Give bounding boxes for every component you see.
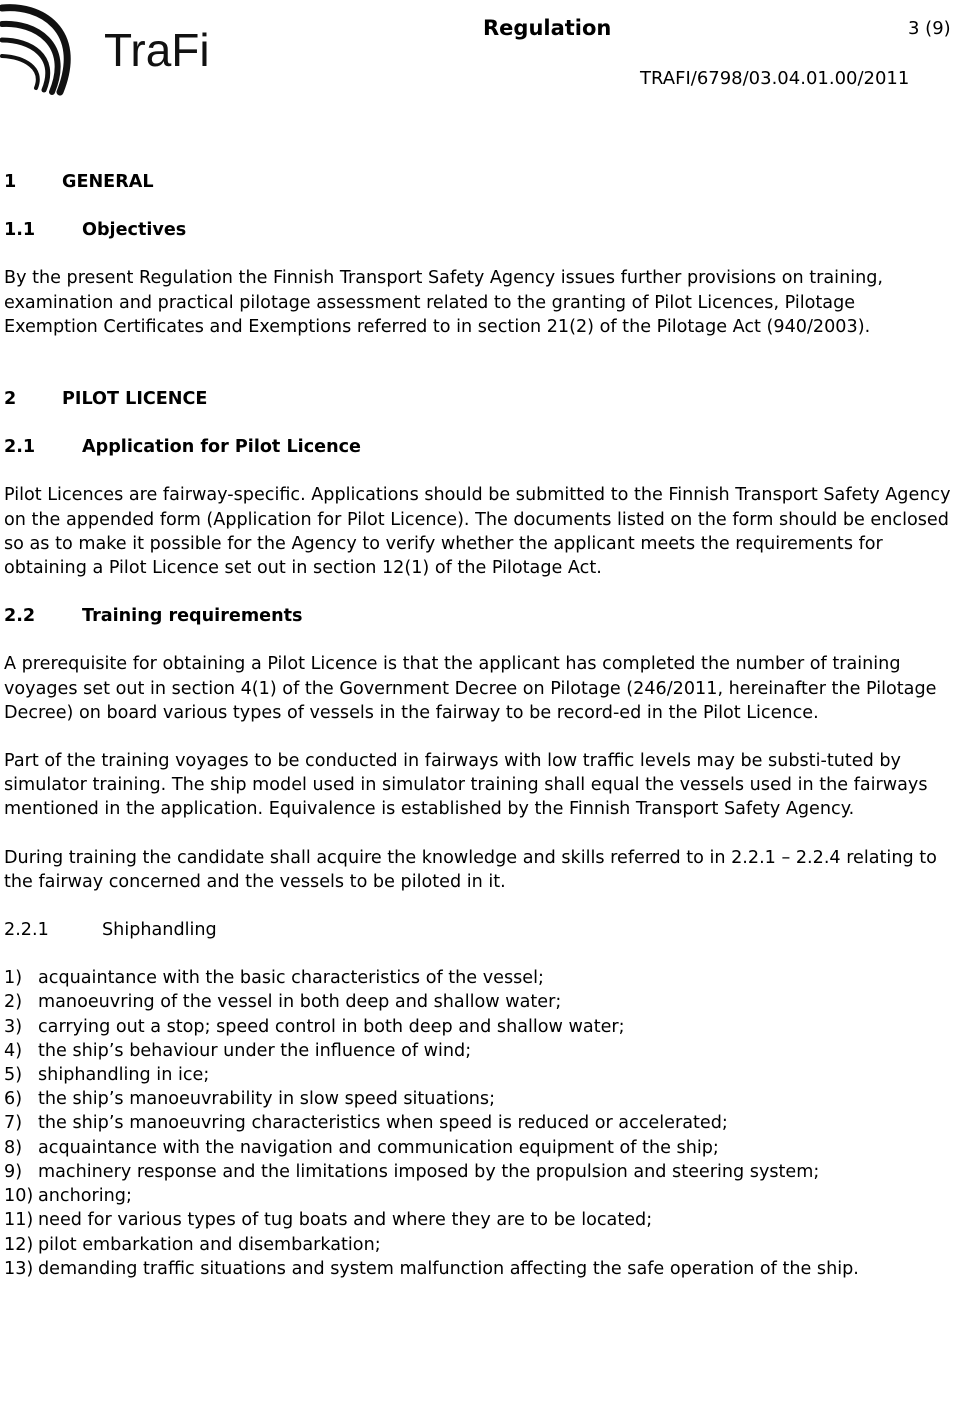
- section-2-2-1-heading: 2.2.1 Shiphandling: [4, 920, 217, 941]
- section-1-heading: 1 GENERAL: [4, 172, 154, 192]
- section-2-1-heading: 2.1 Application for Pilot Licence: [4, 437, 361, 458]
- section-2-heading: 2 PILOT LICENCE: [4, 389, 208, 410]
- list-item: 9) machinery response and the limitations imposed by the propulsion and steering system;: [4, 1161, 820, 1182]
- section-2-2-heading: 2.2 Training requirements: [4, 606, 303, 627]
- training-paragraph-1: A prerequisite for obtaining a Pilot Licence is that the applicant has completed the number of training voyages set out in section 4(1) of the Government Decree on Pilotage (246/2011, hereinafter the Pilotage Decree) on board various types of vessels in the fairway to be record-ed in the Pilot Licence.: [4, 654, 937, 723]
- list-item: 12) pilot embarkation and disembarkation;: [4, 1234, 381, 1255]
- document-body: [4, 170, 952, 1281]
- list-item: 7) the ship’s manoeuvring characteristics when speed is reduced or accelerated;: [4, 1113, 728, 1134]
- document-reference: TRAFI/6798/03.04.01.00/2011: [640, 68, 910, 89]
- list-item: 1) acquaintance with the basic characteristics of the vessel;: [4, 968, 544, 989]
- logo-wordmark: TraFi: [104, 24, 210, 76]
- training-paragraph-2: Part of the training voyages to be conducted in fairways with low traffic levels may be substi-tuted by simulator training. The ship model used in simulator training shall equal the vessels used in the fairways mentioned in the application. Equivalence is established by the Finnish Transport Safety Agency.: [4, 751, 928, 820]
- trafi-logo: [0, 0, 230, 100]
- document-type: Regulation: [483, 16, 612, 40]
- shiphandling-list: [4, 966, 952, 1281]
- objectives-paragraph: By the present Regulation the Finnish Transport Safety Agency issues further provisions on training, examination and practical pilotage assessment related to the granting of Pilot Licences, Pilotage Exemption Certificates and Exemptions referred to in section 21(2) of the Pilotage Act (940/2003).: [4, 268, 884, 337]
- list-item: 3) carrying out a stop; speed control in both deep and shallow water;: [4, 1016, 625, 1037]
- list-item: 8) acquaintance with the navigation and communication equipment of the ship;: [4, 1137, 719, 1158]
- list-item: 11) need for various types of tug boats and where they are to be located;: [4, 1210, 653, 1231]
- page-number: 3 (9): [908, 18, 951, 39]
- list-item: 6) the ship’s manoeuvrability in slow speed situations;: [4, 1089, 496, 1110]
- section-1-1-heading: 1.1 Objectives: [4, 220, 187, 241]
- list-item: 10) anchoring;: [4, 1186, 132, 1207]
- training-paragraph-3: During training the candidate shall acquire the knowledge and skills referred to in 2.2.1 – 2.2.4 relating to the fairway concerned and the vessels to be piloted in it.: [4, 847, 937, 892]
- list-item: 13) demanding traffic situations and system malfunction affecting the safe operation of the ship.: [4, 1258, 859, 1279]
- list-item: 4) the ship’s behaviour under the influence of wind;: [4, 1040, 472, 1061]
- list-item: 5) shiphandling in ice;: [4, 1065, 210, 1086]
- list-item: 2) manoeuvring of the vessel in both deep and shallow water;: [4, 992, 562, 1013]
- application-paragraph: Pilot Licences are fairway-specific. Applications should be submitted to the Finnish Transport Safety Agency on the appended form (Application for Pilot Licence). The documents listed on the form should be enclosed so as to make it possible for the Agency to verify whether the applicant meets the requirements for obtaining a Pilot Licence set out in section 12(1) of the Pilotage Act.: [4, 485, 951, 579]
